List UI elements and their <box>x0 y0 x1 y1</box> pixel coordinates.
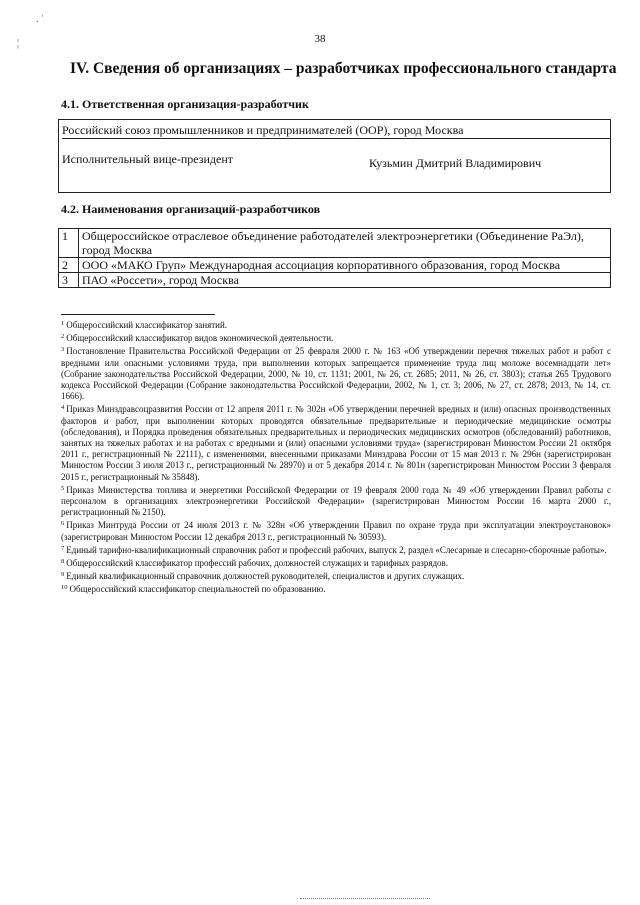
footnote <box>61 582 611 595</box>
scan-mark: . ˈ <box>36 14 45 25</box>
footnote <box>61 483 611 519</box>
organization-name: ООО «МАКО Груп» Международная ассоциация корпоративного образования, город Москва <box>79 258 611 273</box>
page-number: 38 <box>314 33 326 45</box>
footnote-number: 6 <box>61 520 65 528</box>
footnote <box>61 318 611 331</box>
section-title: IV. Сведения об организациях – разработчиках профессионального стандарта <box>70 60 617 77</box>
developer-organizations-table <box>58 228 611 288</box>
footnote <box>61 402 611 482</box>
footnote-text: Приказ Минздравсоцразвития России от 12 апреля 2011 г. № 302н «Об утверждении перечней вредных и (или) опасных производственных факторов и работ, при выполнении которых проводятся обязательные предварительные и периодические медицинские осмотры (обследования), и Порядка проведения обязательных предварительных и периодических медицинских осмотров (обследований) работников, занятых на тяжелых работах и на работах с вредными и (или) опасными условиями труда» (зарегистрирован Минюстом России 21 октября 2011 г., регистрационный № 22111), с изменениями, внесенными приказами Минздрава России от 15 мая 2013 г. № 296н (зарегистрирован Минюстом России 3 июля 2013 г., регистрационный № 28970) и от 5 декабря 2014 г. № 801н (зарегистрирован Минюстом России 3 февраля 2015 г., регистрационный № 35848). <box>61 404 611 482</box>
responsible-organization-box <box>58 119 611 193</box>
footnote <box>61 543 611 556</box>
footnote-text: Общероссийский классификатор профессий рабочих, должностей служащих и тарифных разрядов. <box>66 558 449 569</box>
table-row <box>59 258 611 273</box>
responsible-position: Исполнительный вице-президент <box>62 152 234 166</box>
row-number: 3 <box>59 273 79 288</box>
row-number: 1 <box>59 229 79 258</box>
footnote <box>61 556 611 569</box>
footnote-number: 10 <box>61 584 68 592</box>
footnote <box>61 569 611 582</box>
footnote-text: Приказ Минтруда России от 24 июля 2013 г. № 328н «Об утверждении Правил по охране труда при эксплуатации электроустановок» (зарегистрирован Минюстом России 12 декабря 2013 г., регистрационный № 30593). <box>61 520 611 542</box>
footnote-text: Приказ Министерства топлива и энергетики Российской Федерации от 19 февраля 2000 года № 49 «Об утверждении Правил работы с персоналом в организациях электроэнергетики Российской Федерации» (зарегистрирован Минюстом России 16 марта 2000 г., регистрационный № 2150). <box>61 484 611 518</box>
subsection-title-responsible: 4.1. Ответственная организация-разработчик <box>61 97 309 111</box>
footnote-text: Общероссийский классификатор видов экономической деятельности. <box>66 333 334 344</box>
footnote-separator <box>61 314 215 315</box>
footnotes <box>61 318 611 596</box>
footnote-number: 4 <box>61 404 65 412</box>
scan-artifact-line <box>300 898 430 899</box>
footnote-text: Единый квалификационный справочник должностей руководителей, специалистов и других служащих. <box>66 571 465 582</box>
table-row <box>59 273 611 288</box>
row-number: 2 <box>59 258 79 273</box>
footnote-number: 9 <box>61 571 65 579</box>
footnote-number: 5 <box>61 484 65 492</box>
footnote-text: Постановление Правительства Российской Федерации от 25 февраля 2000 г. № 163 «Об утверждении перечня тяжелых работ и работ с вредными или опасными условиями труда, при выполнении которых запрещается применение труда лиц моложе восемнадцати лет» (Собрание законодательства Российской Федерации, 2000, № 10, ст. 1131; 2001, № 26, ст. 2685; 2011, № 26, ст. 3803); статья 265 Трудового кодекса Российской Федерации (Собрание законодательства Российской Федерации, 2002, № 1, ст. 3; 2006, № 27, ст. 2878; 2013, № 14, ст. 1666). <box>61 346 611 402</box>
subsection-title-developers: 4.2. Наименования организаций-разработчиков <box>61 202 321 216</box>
footnote-number: 3 <box>61 346 65 354</box>
organization-name: ПАО «Россети», город Москва <box>79 273 611 288</box>
footnote-text: Общероссийский классификатор специальностей по образованию. <box>69 584 326 595</box>
footnote <box>61 518 611 542</box>
scan-mark: ¦ <box>17 38 20 49</box>
responsible-person-name: Кузьмин Дмитрий Владимирович <box>369 156 542 170</box>
footnote <box>61 331 611 344</box>
footnote-text: Единый тарифно-квалификационный справочник работ и профессий рабочих, выпуск 2, раздел «Слесарные и слесарно-сборочные работы». <box>66 544 607 555</box>
organization-name: Общероссийское отраслевое объединение работодателей электроэнергетики (Объединение РаЭл), город Москва <box>79 229 611 258</box>
footnote-number: 7 <box>61 544 65 552</box>
footnote-number: 8 <box>61 558 65 566</box>
table-row <box>59 229 611 258</box>
footnote-number: 2 <box>61 333 65 341</box>
footnote <box>61 344 611 402</box>
footnote-number: 1 <box>61 320 65 327</box>
footnote-text: Общероссийский классификатор занятий. <box>66 320 228 330</box>
responsible-organization-name: Российский союз промышленников и предпринимателей (ООР), город Москва <box>62 122 610 139</box>
